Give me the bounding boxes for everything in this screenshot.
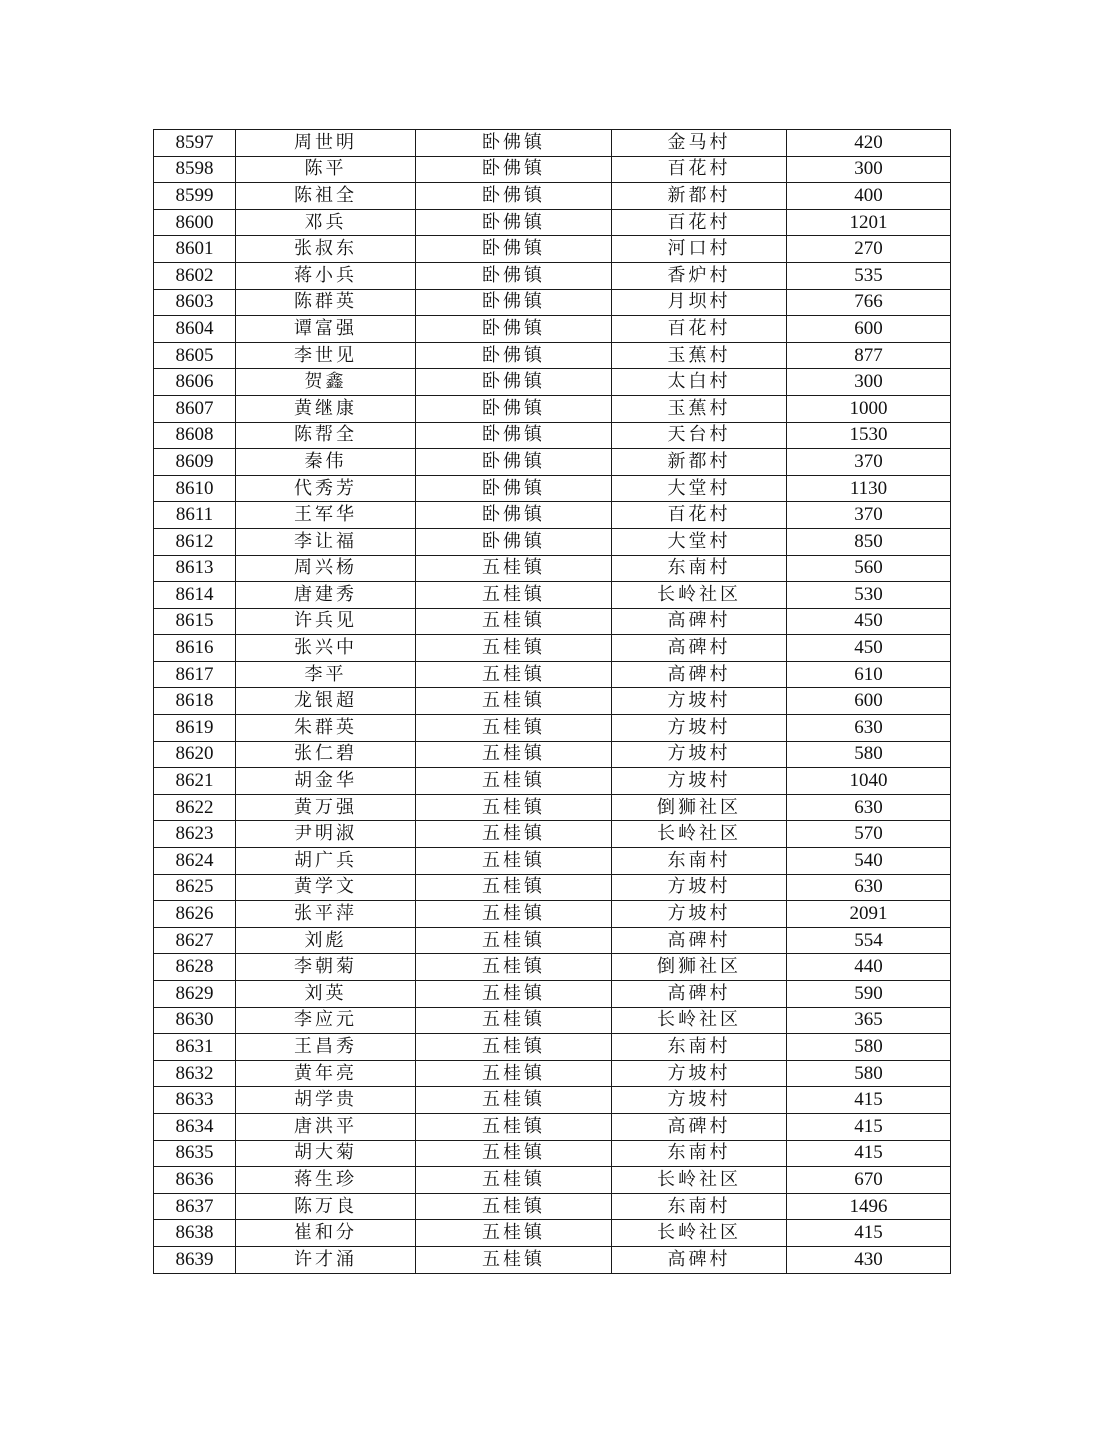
- serial-number-cell: 8606: [154, 369, 236, 396]
- table-row: [154, 1113, 951, 1140]
- village-cell: 高碑村: [612, 927, 787, 954]
- town-cell: 五桂镇: [416, 1167, 612, 1194]
- table-row: [154, 475, 951, 502]
- village-cell: 东南村: [612, 555, 787, 582]
- town-cell: 卧佛镇: [416, 209, 612, 236]
- amount-cell: 1496: [787, 1193, 951, 1220]
- serial-number-cell: 8633: [154, 1087, 236, 1114]
- amount-cell: 580: [787, 1034, 951, 1061]
- town-cell: 五桂镇: [416, 635, 612, 662]
- table-row: [154, 502, 951, 529]
- town-cell: 五桂镇: [416, 901, 612, 928]
- town-cell: 五桂镇: [416, 715, 612, 742]
- serial-number-cell: 8630: [154, 1007, 236, 1034]
- name-cell: 张平萍: [236, 901, 416, 928]
- table-row: [154, 342, 951, 369]
- town-cell: 五桂镇: [416, 741, 612, 768]
- amount-cell: 630: [787, 715, 951, 742]
- name-cell: 唐洪平: [236, 1113, 416, 1140]
- serial-number-cell: 8624: [154, 848, 236, 875]
- table-row: [154, 741, 951, 768]
- amount-cell: 430: [787, 1246, 951, 1273]
- serial-number-cell: 8626: [154, 901, 236, 928]
- table-row: [154, 316, 951, 343]
- town-cell: 卧佛镇: [416, 502, 612, 529]
- name-cell: 许才涌: [236, 1246, 416, 1273]
- town-cell: 卧佛镇: [416, 183, 612, 210]
- name-cell: 陈群英: [236, 289, 416, 316]
- village-cell: 天台村: [612, 422, 787, 449]
- serial-number-cell: 8613: [154, 555, 236, 582]
- town-cell: 五桂镇: [416, 927, 612, 954]
- serial-number-cell: 8632: [154, 1060, 236, 1087]
- town-cell: 卧佛镇: [416, 316, 612, 343]
- document-page: [153, 129, 950, 1274]
- village-cell: 金马村: [612, 130, 787, 157]
- village-cell: 新都村: [612, 183, 787, 210]
- name-cell: 刘英: [236, 981, 416, 1008]
- name-cell: 朱群英: [236, 715, 416, 742]
- serial-number-cell: 8617: [154, 661, 236, 688]
- village-cell: 河口村: [612, 236, 787, 263]
- name-cell: 蒋生珍: [236, 1167, 416, 1194]
- village-cell: 百花村: [612, 209, 787, 236]
- amount-cell: 570: [787, 821, 951, 848]
- amount-cell: 630: [787, 794, 951, 821]
- village-cell: 高碑村: [612, 981, 787, 1008]
- village-cell: 方坡村: [612, 1087, 787, 1114]
- table-row: [154, 1140, 951, 1167]
- village-cell: 长岭社区: [612, 582, 787, 609]
- town-cell: 五桂镇: [416, 608, 612, 635]
- village-cell: 倒狮社区: [612, 794, 787, 821]
- village-cell: 百花村: [612, 502, 787, 529]
- serial-number-cell: 8631: [154, 1034, 236, 1061]
- village-cell: 方坡村: [612, 715, 787, 742]
- town-cell: 五桂镇: [416, 1193, 612, 1220]
- table-row: [154, 927, 951, 954]
- table-row: [154, 1034, 951, 1061]
- village-cell: 方坡村: [612, 1060, 787, 1087]
- name-cell: 黄学文: [236, 874, 416, 901]
- amount-cell: 630: [787, 874, 951, 901]
- name-cell: 张兴中: [236, 635, 416, 662]
- village-cell: 方坡村: [612, 874, 787, 901]
- town-cell: 五桂镇: [416, 954, 612, 981]
- serial-number-cell: 8629: [154, 981, 236, 1008]
- serial-number-cell: 8598: [154, 156, 236, 183]
- amount-cell: 415: [787, 1140, 951, 1167]
- amount-cell: 1040: [787, 768, 951, 795]
- table-row: [154, 661, 951, 688]
- serial-number-cell: 8609: [154, 449, 236, 476]
- name-cell: 秦伟: [236, 449, 416, 476]
- table-row: [154, 262, 951, 289]
- serial-number-cell: 8610: [154, 475, 236, 502]
- table-row: [154, 715, 951, 742]
- village-cell: 百花村: [612, 316, 787, 343]
- serial-number-cell: 8605: [154, 342, 236, 369]
- name-cell: 张叔东: [236, 236, 416, 263]
- amount-cell: 610: [787, 661, 951, 688]
- table-row: [154, 236, 951, 263]
- town-cell: 五桂镇: [416, 1220, 612, 1247]
- table-row: [154, 130, 951, 157]
- village-cell: 方坡村: [612, 741, 787, 768]
- name-cell: 谭富强: [236, 316, 416, 343]
- village-cell: 长岭社区: [612, 1167, 787, 1194]
- serial-number-cell: 8604: [154, 316, 236, 343]
- amount-cell: 440: [787, 954, 951, 981]
- village-cell: 新都村: [612, 449, 787, 476]
- serial-number-cell: 8615: [154, 608, 236, 635]
- village-cell: 长岭社区: [612, 1007, 787, 1034]
- table-row: [154, 582, 951, 609]
- village-cell: 月坝村: [612, 289, 787, 316]
- amount-cell: 450: [787, 635, 951, 662]
- table-row: [154, 981, 951, 1008]
- village-cell: 高碑村: [612, 1113, 787, 1140]
- amount-cell: 300: [787, 156, 951, 183]
- serial-number-cell: 8636: [154, 1167, 236, 1194]
- serial-number-cell: 8619: [154, 715, 236, 742]
- amount-cell: 580: [787, 741, 951, 768]
- serial-number-cell: 8597: [154, 130, 236, 157]
- amount-cell: 2091: [787, 901, 951, 928]
- village-cell: 太白村: [612, 369, 787, 396]
- amount-cell: 1000: [787, 395, 951, 422]
- town-cell: 卧佛镇: [416, 156, 612, 183]
- amount-cell: 670: [787, 1167, 951, 1194]
- village-cell: 长岭社区: [612, 1220, 787, 1247]
- serial-number-cell: 8639: [154, 1246, 236, 1273]
- name-cell: 张仁碧: [236, 741, 416, 768]
- table-row: [154, 555, 951, 582]
- town-cell: 五桂镇: [416, 555, 612, 582]
- amount-cell: 400: [787, 183, 951, 210]
- name-cell: 陈万良: [236, 1193, 416, 1220]
- town-cell: 卧佛镇: [416, 369, 612, 396]
- amount-cell: 415: [787, 1087, 951, 1114]
- serial-number-cell: 8618: [154, 688, 236, 715]
- amount-cell: 420: [787, 130, 951, 157]
- name-cell: 胡大菊: [236, 1140, 416, 1167]
- amount-cell: 600: [787, 316, 951, 343]
- village-cell: 高碑村: [612, 661, 787, 688]
- name-cell: 李平: [236, 661, 416, 688]
- table-row: [154, 1060, 951, 1087]
- town-cell: 卧佛镇: [416, 475, 612, 502]
- amount-cell: 530: [787, 582, 951, 609]
- village-cell: 长岭社区: [612, 821, 787, 848]
- village-cell: 东南村: [612, 848, 787, 875]
- amount-cell: 415: [787, 1113, 951, 1140]
- name-cell: 陈祖全: [236, 183, 416, 210]
- amount-cell: 1130: [787, 475, 951, 502]
- name-cell: 龙银超: [236, 688, 416, 715]
- table-row: [154, 821, 951, 848]
- table-row: [154, 1220, 951, 1247]
- amount-cell: 365: [787, 1007, 951, 1034]
- serial-number-cell: 8616: [154, 635, 236, 662]
- table-row: [154, 395, 951, 422]
- amount-cell: 580: [787, 1060, 951, 1087]
- village-cell: 东南村: [612, 1193, 787, 1220]
- amount-cell: 590: [787, 981, 951, 1008]
- table-body: [154, 130, 951, 1274]
- serial-number-cell: 8621: [154, 768, 236, 795]
- amount-cell: 1530: [787, 422, 951, 449]
- table-row: [154, 1007, 951, 1034]
- table-row: [154, 848, 951, 875]
- name-cell: 胡金华: [236, 768, 416, 795]
- table-row: [154, 768, 951, 795]
- serial-number-cell: 8622: [154, 794, 236, 821]
- town-cell: 五桂镇: [416, 821, 612, 848]
- serial-number-cell: 8623: [154, 821, 236, 848]
- serial-number-cell: 8637: [154, 1193, 236, 1220]
- name-cell: 崔和分: [236, 1220, 416, 1247]
- name-cell: 李让福: [236, 528, 416, 555]
- town-cell: 卧佛镇: [416, 342, 612, 369]
- amount-cell: 270: [787, 236, 951, 263]
- town-cell: 五桂镇: [416, 874, 612, 901]
- serial-number-cell: 8607: [154, 395, 236, 422]
- village-cell: 大堂村: [612, 475, 787, 502]
- serial-number-cell: 8620: [154, 741, 236, 768]
- amount-cell: 600: [787, 688, 951, 715]
- village-cell: 东南村: [612, 1140, 787, 1167]
- table-row: [154, 528, 951, 555]
- town-cell: 卧佛镇: [416, 289, 612, 316]
- amount-cell: 540: [787, 848, 951, 875]
- name-cell: 尹明淑: [236, 821, 416, 848]
- table-row: [154, 422, 951, 449]
- table-row: [154, 1246, 951, 1273]
- town-cell: 五桂镇: [416, 1140, 612, 1167]
- table-row: [154, 688, 951, 715]
- town-cell: 卧佛镇: [416, 236, 612, 263]
- town-cell: 五桂镇: [416, 582, 612, 609]
- serial-number-cell: 8638: [154, 1220, 236, 1247]
- name-cell: 蒋小兵: [236, 262, 416, 289]
- table-row: [154, 874, 951, 901]
- name-cell: 周兴杨: [236, 555, 416, 582]
- serial-number-cell: 8599: [154, 183, 236, 210]
- amount-cell: 554: [787, 927, 951, 954]
- amount-cell: 850: [787, 528, 951, 555]
- name-cell: 邓兵: [236, 209, 416, 236]
- table-row: [154, 209, 951, 236]
- name-cell: 李世见: [236, 342, 416, 369]
- village-cell: 方坡村: [612, 901, 787, 928]
- town-cell: 卧佛镇: [416, 130, 612, 157]
- name-cell: 黄继康: [236, 395, 416, 422]
- amount-cell: 370: [787, 502, 951, 529]
- data-table: [153, 129, 951, 1274]
- serial-number-cell: 8611: [154, 502, 236, 529]
- name-cell: 王军华: [236, 502, 416, 529]
- amount-cell: 766: [787, 289, 951, 316]
- village-cell: 方坡村: [612, 688, 787, 715]
- village-cell: 东南村: [612, 1034, 787, 1061]
- town-cell: 五桂镇: [416, 1087, 612, 1114]
- serial-number-cell: 8608: [154, 422, 236, 449]
- serial-number-cell: 8627: [154, 927, 236, 954]
- village-cell: 倒狮社区: [612, 954, 787, 981]
- table-row: [154, 369, 951, 396]
- village-cell: 高碑村: [612, 608, 787, 635]
- amount-cell: 415: [787, 1220, 951, 1247]
- town-cell: 五桂镇: [416, 794, 612, 821]
- name-cell: 唐建秀: [236, 582, 416, 609]
- table-row: [154, 156, 951, 183]
- town-cell: 五桂镇: [416, 1246, 612, 1273]
- town-cell: 五桂镇: [416, 1113, 612, 1140]
- table-row: [154, 901, 951, 928]
- amount-cell: 877: [787, 342, 951, 369]
- name-cell: 黄年亮: [236, 1060, 416, 1087]
- town-cell: 卧佛镇: [416, 422, 612, 449]
- amount-cell: 1201: [787, 209, 951, 236]
- table-row: [154, 1167, 951, 1194]
- serial-number-cell: 8601: [154, 236, 236, 263]
- village-cell: 玉蕉村: [612, 342, 787, 369]
- amount-cell: 300: [787, 369, 951, 396]
- table-row: [154, 954, 951, 981]
- table-row: [154, 794, 951, 821]
- village-cell: 百花村: [612, 156, 787, 183]
- table-row: [154, 635, 951, 662]
- serial-number-cell: 8625: [154, 874, 236, 901]
- town-cell: 卧佛镇: [416, 528, 612, 555]
- table-row: [154, 1193, 951, 1220]
- village-cell: 方坡村: [612, 768, 787, 795]
- village-cell: 高碑村: [612, 635, 787, 662]
- town-cell: 卧佛镇: [416, 262, 612, 289]
- town-cell: 卧佛镇: [416, 449, 612, 476]
- name-cell: 胡广兵: [236, 848, 416, 875]
- table-row: [154, 1087, 951, 1114]
- serial-number-cell: 8614: [154, 582, 236, 609]
- serial-number-cell: 8602: [154, 262, 236, 289]
- name-cell: 代秀芳: [236, 475, 416, 502]
- town-cell: 五桂镇: [416, 981, 612, 1008]
- serial-number-cell: 8634: [154, 1113, 236, 1140]
- serial-number-cell: 8628: [154, 954, 236, 981]
- amount-cell: 535: [787, 262, 951, 289]
- table-row: [154, 449, 951, 476]
- town-cell: 五桂镇: [416, 768, 612, 795]
- table-row: [154, 608, 951, 635]
- table-row: [154, 289, 951, 316]
- name-cell: 陈帮全: [236, 422, 416, 449]
- name-cell: 刘彪: [236, 927, 416, 954]
- name-cell: 许兵见: [236, 608, 416, 635]
- amount-cell: 560: [787, 555, 951, 582]
- serial-number-cell: 8603: [154, 289, 236, 316]
- town-cell: 五桂镇: [416, 1007, 612, 1034]
- village-cell: 大堂村: [612, 528, 787, 555]
- serial-number-cell: 8612: [154, 528, 236, 555]
- town-cell: 五桂镇: [416, 688, 612, 715]
- amount-cell: 450: [787, 608, 951, 635]
- name-cell: 王昌秀: [236, 1034, 416, 1061]
- town-cell: 五桂镇: [416, 848, 612, 875]
- town-cell: 五桂镇: [416, 661, 612, 688]
- village-cell: 香炉村: [612, 262, 787, 289]
- town-cell: 五桂镇: [416, 1060, 612, 1087]
- name-cell: 黄万强: [236, 794, 416, 821]
- name-cell: 李朝菊: [236, 954, 416, 981]
- village-cell: 高碑村: [612, 1246, 787, 1273]
- table-row: [154, 183, 951, 210]
- town-cell: 五桂镇: [416, 1034, 612, 1061]
- amount-cell: 370: [787, 449, 951, 476]
- town-cell: 卧佛镇: [416, 395, 612, 422]
- serial-number-cell: 8600: [154, 209, 236, 236]
- village-cell: 玉蕉村: [612, 395, 787, 422]
- name-cell: 胡学贵: [236, 1087, 416, 1114]
- serial-number-cell: 8635: [154, 1140, 236, 1167]
- name-cell: 李应元: [236, 1007, 416, 1034]
- name-cell: 陈平: [236, 156, 416, 183]
- name-cell: 周世明: [236, 130, 416, 157]
- name-cell: 贺鑫: [236, 369, 416, 396]
